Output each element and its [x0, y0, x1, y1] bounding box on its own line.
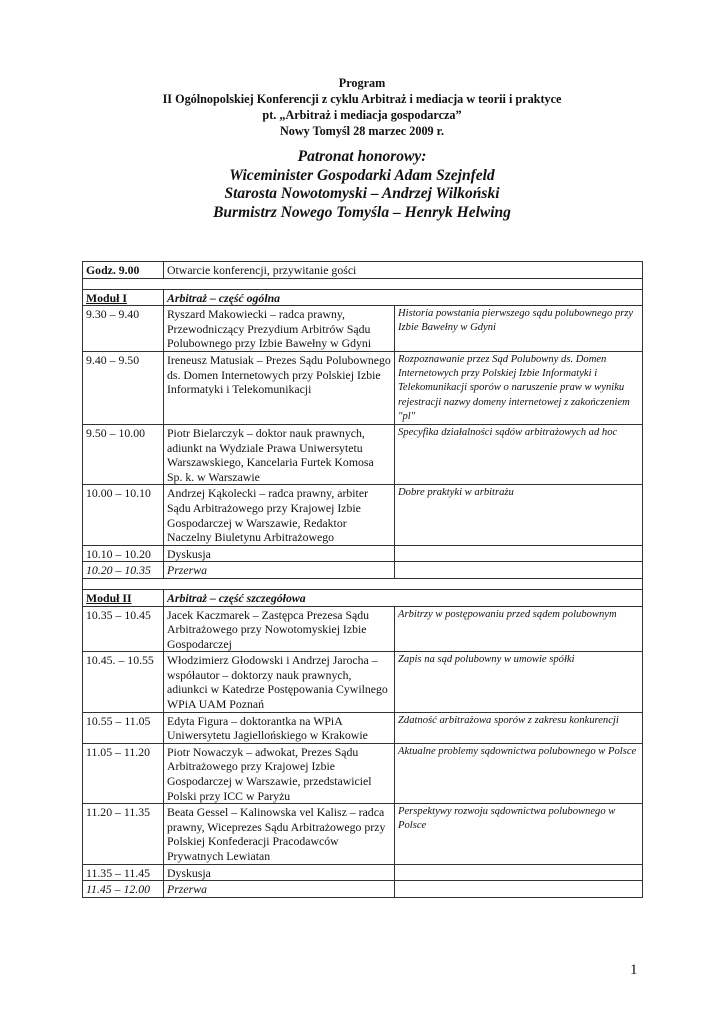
table-row: [83, 424, 643, 484]
break-text: Przerwa: [164, 562, 395, 579]
time-cell: 10.10 – 10.20: [83, 545, 164, 562]
time-cell: 11.20 – 11.35: [83, 804, 164, 864]
speaker-cell: Piotr Nowaczyk – adwokat, Prezes Sądu Arbitrażowego przy Krajowej Izbie Gospodarczej w Warszawie, przedstawiciel Polski przy ICC w Paryżu: [164, 743, 395, 803]
speaker-cell: Piotr Bielarczyk – doktor nauk prawnych, adiunkt na Wydziale Prawa Uniwersytetu Warszawskiego, Kancelaria Furtek Komosa Sp. k. w Warszawie: [164, 424, 395, 484]
table-row: [83, 351, 643, 424]
speaker-cell: Andrzej Kąkolecki – radca prawny, arbiter Sądu Arbitrażowego przy Krajowej Izbie Gospodarczej w Warszawie, Redaktor Naczelny Biuletynu Arbitrażowego: [164, 485, 395, 545]
patronat-block: [0, 148, 724, 222]
opening-time: Godz. 9.00: [83, 262, 164, 279]
break-text: Przerwa: [164, 881, 395, 898]
break-time: 11.45 – 12.00: [83, 881, 164, 898]
table-row: [83, 485, 643, 545]
table-row: [83, 652, 643, 712]
patronat-title: Patronat honorowy:: [297, 148, 427, 165]
program-table: [82, 261, 643, 898]
topic-cell: [395, 864, 643, 881]
module-1-header-row: [83, 289, 643, 306]
topic-cell: Historia powstania pierwszego sądu polubownego przy Izbie Bawełny w Gdyni: [395, 306, 643, 352]
time-cell: 10.35 – 10.45: [83, 606, 164, 652]
topic-cell: Dobre praktyki w arbitrażu: [395, 485, 643, 545]
opening-row: [83, 262, 643, 279]
speaker-cell: Ryszard Makowiecki – radca prawny, Przewodniczący Prezydium Arbitrów Sądu Polubownego przy Izbie Bawełny w Gdyni: [164, 306, 395, 352]
topic-cell: Rozpoznawanie przez Sąd Polubowny ds. Domen Internetowych przy Polskiej Izbie Informatyki i Telekomunikacji sporów o naruszenie praw w wyniku rejestracji nazwy domeny internetowej z zakończeniem "pl": [395, 351, 643, 424]
empty-cell: [395, 881, 643, 898]
module-2-title: Arbitraż – część szczegółowa: [167, 590, 306, 605]
opening-text: Otwarcie konferencji, przywitanie gości: [164, 262, 643, 279]
time-cell: 10.45. – 10.55: [83, 652, 164, 712]
spacer-row: [83, 278, 643, 289]
spacer-row: [83, 578, 643, 589]
module-1-title: Arbitraż – część ogólna: [167, 290, 281, 305]
break-time: 10.20 – 10.35: [83, 562, 164, 579]
speaker-cell: Włodzimierz Głodowski i Andrzej Jarocha – współautor – doktorzy nauk prawnych, adiunkci w Katedrze Postępowania Cywilnego WPiA UAM Poznań: [164, 652, 395, 712]
time-cell: 11.05 – 11.20: [83, 743, 164, 803]
table-row: [83, 606, 643, 652]
break-row: [83, 881, 643, 898]
table-row: [83, 864, 643, 881]
time-cell: 9.30 – 9.40: [83, 306, 164, 352]
topic-cell: Perspektywy rozwoju sądownictwa polubownego w Polsce: [395, 804, 643, 864]
topic-cell: Aktualne problemy sądownictwa polubownego w Polsce: [395, 743, 643, 803]
module-2-label: Moduł II: [83, 589, 164, 606]
time-cell: 9.50 – 10.00: [83, 424, 164, 484]
topic-cell: Zapis na sąd polubowny w umowie spółki: [395, 652, 643, 712]
header-program: Program: [338, 76, 386, 90]
time-cell: 10.00 – 10.10: [83, 485, 164, 545]
module-1-label: Moduł I: [83, 289, 164, 306]
topic-cell: [395, 545, 643, 562]
table-row: [83, 804, 643, 864]
time-cell: 11.35 – 11.45: [83, 864, 164, 881]
table-row: [83, 306, 643, 352]
topic-cell: Zdatność arbitrażowa sporów z zakresu konkurencji: [395, 712, 643, 743]
header-conference: II Ogólnopolskiej Konferencji z cyklu Arbitraż i mediacja w teorii i praktyce: [162, 92, 562, 106]
break-row: [83, 562, 643, 579]
table-row: [83, 743, 643, 803]
speaker-cell: Edyta Figura – doktorantka na WPiA Uniwersytetu Jagiellońskiego w Krakowie: [164, 712, 395, 743]
time-cell: 9.40 – 9.50: [83, 351, 164, 424]
topic-cell: Specyfika działalności sądów arbitrażowych ad hoc: [395, 424, 643, 484]
module-2-header-row: [83, 589, 643, 606]
patronat-line-3: Burmistrz Nowego Tomyśla – Henryk Helwing: [213, 203, 511, 221]
speaker-cell: Ireneusz Matusiak – Prezes Sądu Polubownego ds. Domen Internetowych przy Polskiej Izbie Informatyki i Telekomunikacji: [164, 351, 395, 424]
program-header: [0, 75, 724, 139]
time-cell: 10.55 – 11.05: [83, 712, 164, 743]
speaker-cell: Dyskusja: [164, 545, 395, 562]
header-subtitle: pt. „Arbitraż i mediacja gospodarcza”: [262, 108, 462, 122]
patronat-line-1: Wiceminister Gospodarki Adam Szejnfeld: [229, 166, 495, 184]
topic-cell: Arbitrzy w postępowaniu przed sądem polubownym: [395, 606, 643, 652]
table-row: [83, 545, 643, 562]
page-number: 1: [630, 962, 638, 978]
table-row: [83, 712, 643, 743]
speaker-cell: Jacek Kaczmarek – Zastępca Prezesa Sądu Arbitrażowego przy Nowotomyskiej Izbie Gospodarczej: [164, 606, 395, 652]
empty-cell: [395, 562, 643, 579]
speaker-cell: Dyskusja: [164, 864, 395, 881]
header-place-date: Nowy Tomyśl 28 marzec 2009 r.: [279, 124, 445, 138]
speaker-cell: Beata Gessel – Kalinowska vel Kalisz – radca prawny, Wiceprezes Sądu Arbitrażowego przy Polskiej Konfederacji Pracodawców Prywatnych Lewiatan: [164, 804, 395, 864]
patronat-line-2: Starosta Nowotomyski – Andrzej Wilkoński: [224, 185, 500, 202]
